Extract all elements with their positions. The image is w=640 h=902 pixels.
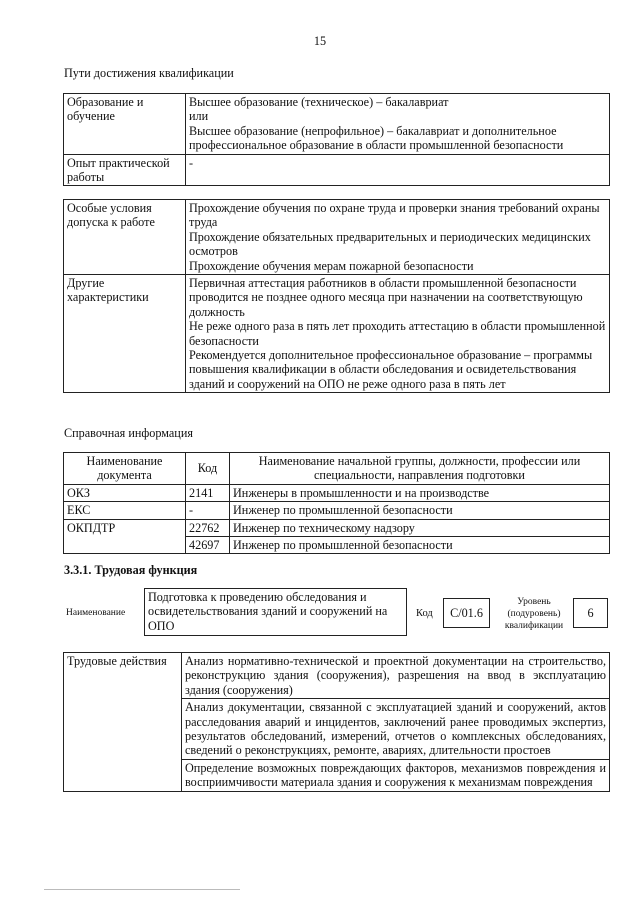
- cell-code: -: [186, 502, 230, 519]
- table-row: [64, 653, 610, 699]
- row-label: Образование и обучение: [64, 94, 186, 155]
- content-line: Прохождение обязательных предварительных и периодических медицинских осмотров: [189, 229, 591, 259]
- content-line: Прохождение обучения мерам пожарной безопасности: [189, 258, 474, 273]
- scan-edge-line: [44, 889, 240, 890]
- cell-doc: ОКПДТР: [64, 519, 186, 554]
- labor-actions-label: Трудовые действия: [64, 653, 182, 792]
- content-line: или: [189, 109, 209, 124]
- table-row: [64, 502, 610, 519]
- row-content: [186, 94, 610, 155]
- level-value-box: [573, 598, 608, 628]
- row-content: [186, 275, 610, 393]
- content-line: -: [189, 155, 194, 170]
- reference-table: [63, 452, 610, 554]
- content-line: Рекомендуется дополнительное профессиональное образование – программы повышения квалификации в области обследования и освидетельствования зданий и сооружений на ОПО не реже одного раза в пять лет: [189, 348, 593, 391]
- qualification-paths-heading: Пути достижения квалификации: [64, 66, 234, 80]
- cell-code: 42697: [186, 537, 230, 554]
- level-label: Уровень (подуровень) квалификации: [504, 597, 564, 631]
- content-line: Высшее образование (техническое) – бакалавриат: [189, 95, 449, 109]
- row-label: Другие характеристики: [64, 275, 186, 393]
- row-content: [186, 200, 610, 275]
- table-row: [64, 200, 610, 275]
- cell-name: Инженер по техническому надзору: [230, 519, 610, 536]
- cell-doc: ОКЗ: [64, 484, 186, 501]
- header-code: Код: [186, 453, 230, 485]
- qualification-paths-table: [63, 93, 610, 186]
- labor-actions-table: [63, 652, 610, 792]
- table-row: [64, 484, 610, 501]
- code-label: Код: [416, 608, 433, 619]
- cell-code: 2141: [186, 484, 230, 501]
- content-line: Прохождение обучения по охране труда и проверки знания требований охраны труда: [189, 201, 600, 230]
- labor-function-heading: 3.3.1. Трудовая функция: [64, 563, 198, 577]
- table-row: [64, 275, 610, 393]
- content-line: Высшее образование (непрофильное) – бакалавриат и дополнительное профессиональное образование в области промышленной безопасности: [189, 123, 564, 153]
- cell-code: 22762: [186, 519, 230, 536]
- table-row: [64, 154, 610, 186]
- row-content: [186, 154, 610, 186]
- function-name-value: Подготовка к проведению обследования и освидетельствования зданий и сооружений на ОПО: [148, 590, 388, 633]
- reference-heading: Справочная информация: [64, 426, 193, 440]
- table-header-row: [64, 453, 610, 485]
- labor-action-item: Определение возможных повреждающих факторов, механизмов повреждения и восприимчивости материала здания и сооружения к механизмам повреждения: [182, 759, 610, 791]
- row-label: Особые условия допуска к работе: [64, 200, 186, 275]
- labor-action-item: Анализ документации, связанной с эксплуатацией зданий и сооружений, актов расследования аварий и инцидентов, заключений ранее проводимых экспертиз, результатов обследований, измерений, отчетов о комплексных обследованиях, сведений о реконструкциях, ремонте, авариях, длительности простоев: [182, 699, 610, 760]
- level-value: 6: [587, 606, 594, 620]
- cell-name: Инженер по промышленной безопасности: [230, 502, 610, 519]
- page-number: 15: [313, 34, 327, 48]
- cell-name: Инженеры в промышленности и на производстве: [230, 484, 610, 501]
- content-line: Первичная аттестация работников в области промышленной безопасности проводится не позднее одного месяца при назначении на соответствующую должность: [189, 276, 583, 319]
- conditions-table: [63, 199, 610, 393]
- cell-doc: ЕКС: [64, 502, 186, 519]
- table-row: [64, 519, 610, 536]
- content-line: Не реже одного раза в пять лет проходить аттестацию в области промышленной безопасности: [189, 319, 606, 348]
- code-value: C/01.6: [450, 606, 483, 620]
- name-label: Наименование: [66, 608, 126, 618]
- header-doc: Наименование документа: [64, 453, 186, 485]
- header-name: Наименование начальной группы, должности, профессии или специальности, направления подготовки: [230, 453, 610, 485]
- function-name-box: [144, 588, 407, 636]
- labor-action-item: Анализ нормативно-технической и проектной документации на строительство, реконструкцию здания (сооружения), разрешения на ввод в эксплуатацию здания (сооружения): [182, 653, 610, 699]
- table-row: [64, 94, 610, 155]
- code-value-box: [443, 598, 490, 628]
- cell-name: Инженер по промышленной безопасности: [230, 537, 610, 554]
- row-label: Опыт практической работы: [64, 154, 186, 186]
